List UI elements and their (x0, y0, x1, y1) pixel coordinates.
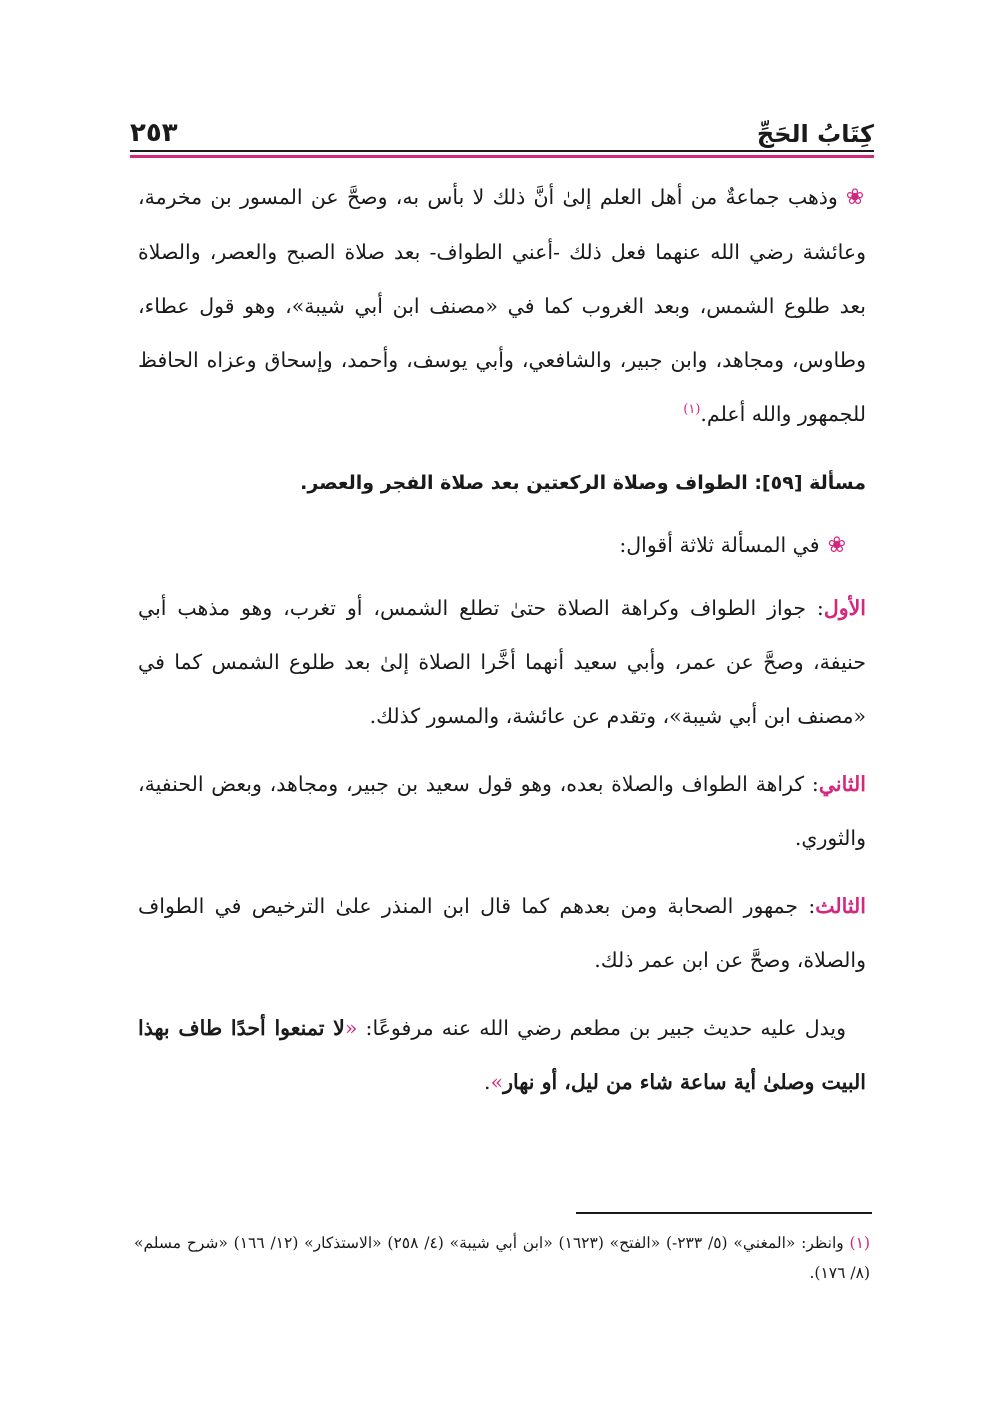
paragraph-scholars-opinion (138, 170, 866, 441)
footnote-text: وانظر: «المغني» (٥/ ٢٣٣-) «الفتح» (١٦٢٣) «ابن أبي شيبة» (٤/ ٢٥٨) «الاستذكار» (١٢/ ١٦٦) «شرح مسلم» (٨/ ١٧٦). (134, 1234, 870, 1282)
issue-heading (138, 455, 866, 510)
main-text (138, 170, 866, 1109)
page-number: ٢٥٣ (130, 118, 178, 148)
intro-line (138, 518, 866, 573)
footnote-1 (134, 1228, 870, 1288)
book-title: كِتَابُ الحَجِّ (756, 120, 874, 148)
header-rule-accent (130, 155, 874, 158)
quote-close-mark: » (490, 1070, 504, 1094)
first-label: الأول (823, 596, 866, 620)
footnote-number: (١) (849, 1234, 870, 1252)
opinion-first (138, 581, 866, 743)
first-text: : جواز الطواف وكراهة الصلاة حتىٰ تطلع الشمس، أو تغرب، وهو مذهب أبي حنيفة، وصحَّ عن عمر، وأبي سعيد أنهما أخَّرا الصلاة إلىٰ بعد طلوع الشمس كما في «مصنف ابن أبي شيبة»، وتقدم عن عائشة، والمسور كذلك. (138, 596, 866, 728)
quote-open-mark: « (344, 1016, 358, 1040)
header-rule-dark (130, 150, 874, 152)
issue-label: مسألة [٥٩]: (754, 472, 866, 494)
paragraph-text: وذهب جماعةٌ من أهل العلم إلىٰ أنَّ ذلك لا بأس به، وصحَّ عن المسور بن مخرمة، وعائشة رضي الله عنهما فعل ذلك -أعني الطواف- بعد صلاة الصبح والعصر، والصلاة بعد طلوع الشمس، وبعد الغروب كما في «مصنف ابن أبي شيبة»، وهو قول عطاء، وطاوس، ومجاهد، وابن جبير، والشافعي، وأبي يوسف، وأحمد، وإسحاق وعزاه الحافظ للجمهور والله أعلم. (138, 185, 866, 426)
third-text: : جمهور الصحابة ومن بعدهم كما قال ابن المنذر علىٰ الترخيص في الطواف والصلاة، وصحَّ عن ابن عمر ذلك. (138, 894, 866, 972)
footnote-ref-1[interactable]: (١) (683, 402, 701, 418)
issue-title: الطواف وصلاة الركعتين بعد صلاة الفجر والعصر. (300, 472, 748, 494)
footnotes (134, 1228, 870, 1288)
third-label: الثالث (815, 894, 866, 918)
footnote-separator (576, 1212, 872, 1214)
hadith-paragraph: ويدل عليه حديث جبير بن مطعم رضي الله عنه مرفوعًا: «لا تمنعوا أحدًا طاف بهذا البيت وصلىٰ أية ساعة شاء من ليل، أو نهار». (138, 1016, 866, 1094)
flower-icon: ❀ (845, 185, 866, 210)
hadith-intro: ويدل عليه حديث جبير بن مطعم رضي الله عنه مرفوعًا: (365, 1016, 846, 1040)
flower-icon: ❀ (827, 533, 846, 558)
intro-text: في المسألة ثلاثة أقوال: (619, 533, 820, 557)
page-header (130, 112, 874, 148)
opinion-second (138, 757, 866, 865)
second-text: : كراهة الطواف والصلاة بعده، وهو قول سعيد بن جبير، ومجاهد، وبعض الحنفية، والثوري. (138, 772, 866, 850)
second-label: الثاني (818, 772, 866, 796)
opinion-third (138, 879, 866, 987)
hadith-text: لا تمنعوا أحدًا طاف بهذا البيت وصلىٰ أية ساعة شاء من ليل، أو نهار (138, 1016, 866, 1094)
